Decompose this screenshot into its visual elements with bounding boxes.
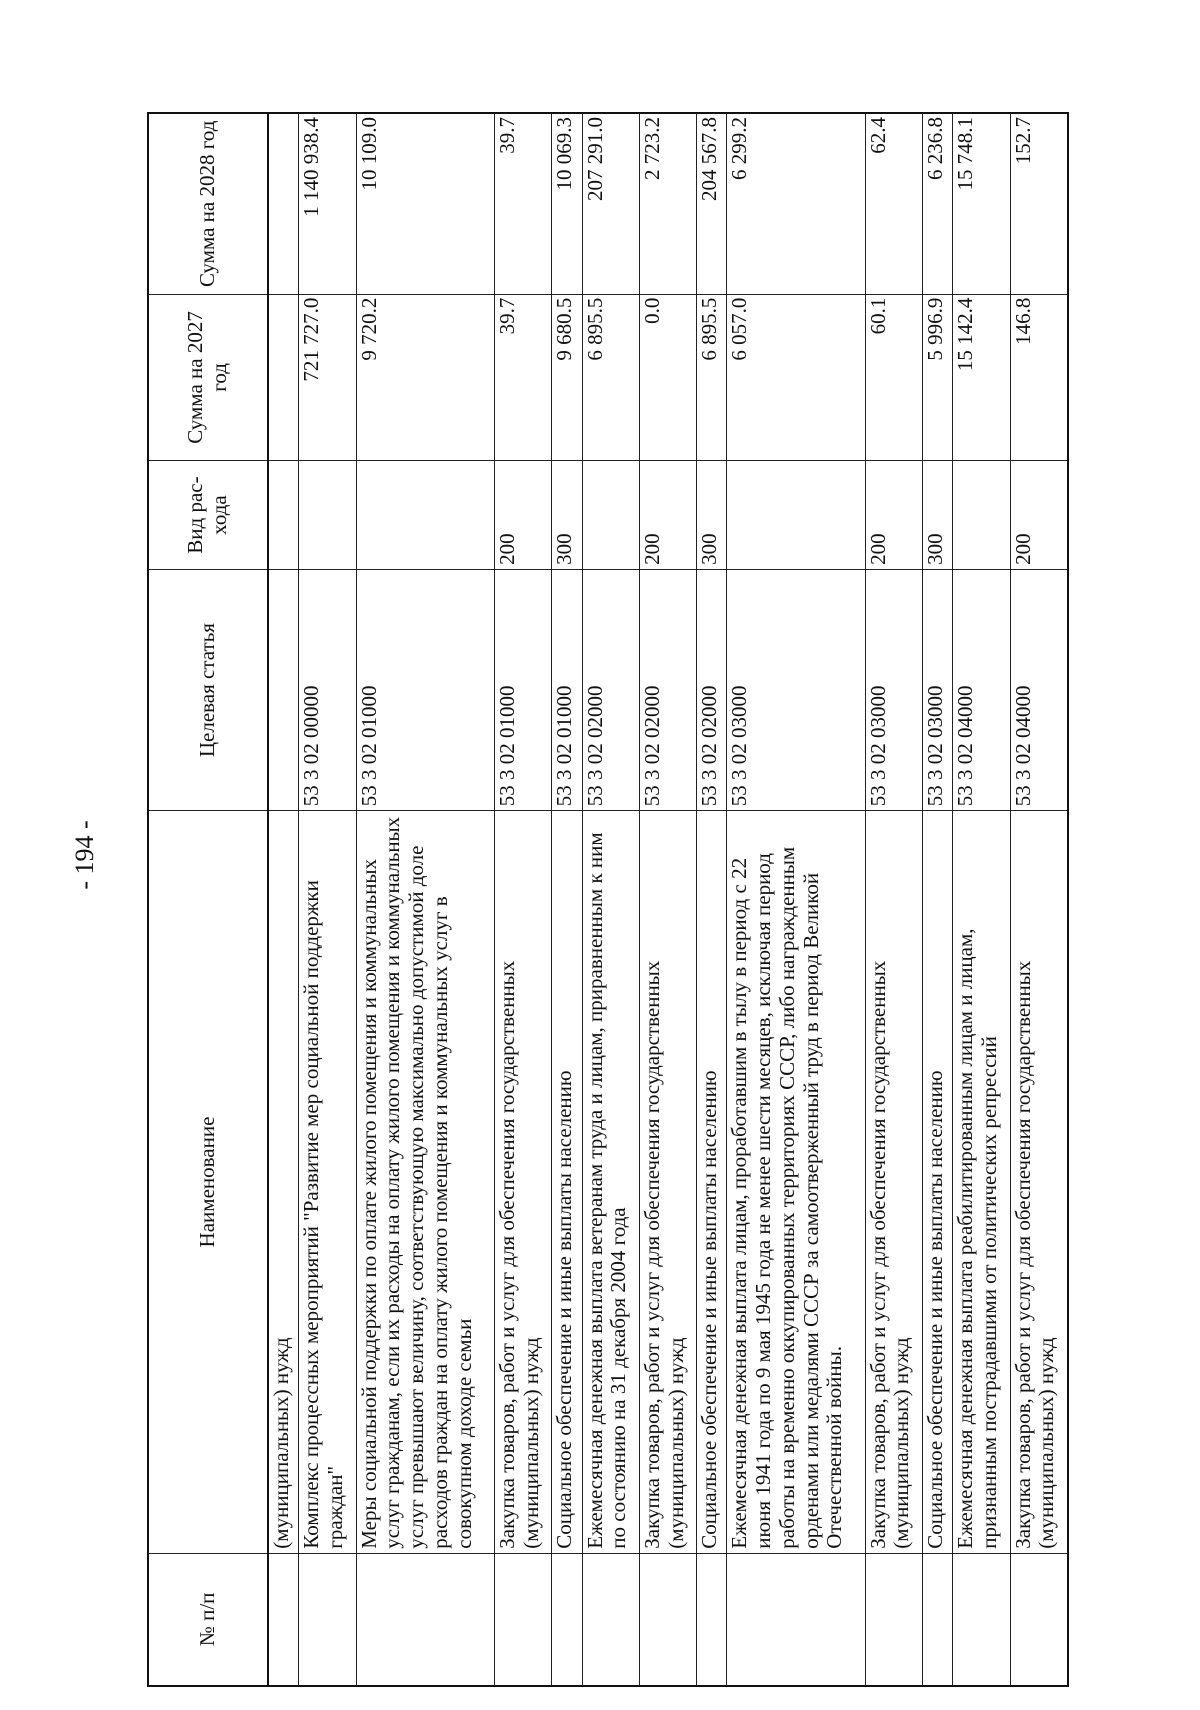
- row-sum-2028: 1 140 938.4: [299, 113, 356, 294]
- table-header-row: [148, 113, 268, 1686]
- row-num: [356, 1553, 494, 1686]
- row-target-code: 53 3 02 00000: [299, 569, 356, 810]
- header-num: № п/п: [148, 1553, 268, 1686]
- row-num: [865, 1553, 922, 1686]
- row-expense-type: 200: [865, 461, 922, 570]
- row-expense-type: [582, 461, 639, 570]
- row-sum-2028: 204 567.8: [697, 113, 727, 294]
- table-row: [494, 113, 551, 1686]
- table-row: [268, 113, 299, 1686]
- table-row: [1010, 113, 1068, 1686]
- row-sum-2028: 6 236.8: [922, 113, 952, 294]
- row-expense-type: [299, 461, 356, 570]
- row-sum-2027: 6 057.0: [727, 294, 865, 461]
- row-sum-2028: 207 291.0: [582, 113, 639, 294]
- row-target-code: 53 3 02 04000: [1010, 569, 1068, 810]
- row-target-code: 53 3 02 02000: [639, 569, 696, 810]
- row-num: [727, 1553, 865, 1686]
- row-sum-2027: 39.7: [494, 294, 551, 461]
- row-expense-type: 200: [639, 461, 696, 570]
- table-row: [953, 113, 1010, 1686]
- row-name: (муниципальных) нужд: [268, 811, 299, 1553]
- row-name: Меры социальной поддержки по оплате жилого помещения и коммунальных услуг гражданам, если их расходы на оплату жилого помещения и коммунальных услуг превышают величину, соответствующую максимально допустимой доле расходов граждан на оплату жилого помещения и коммунальных услуг в совокупном доходе семьи: [356, 811, 494, 1553]
- row-sum-2027: 15 142.4: [953, 294, 1010, 461]
- row-sum-2027: 9 720.2: [356, 294, 494, 461]
- rotated-page-content: [147, 112, 1069, 1687]
- row-target-code: 53 3 02 01000: [494, 569, 551, 810]
- table-row: [582, 113, 639, 1686]
- row-sum-2028: 10 109.0: [356, 113, 494, 294]
- row-sum-2027: 721 727.0: [299, 294, 356, 461]
- row-target-code: 53 3 02 03000: [922, 569, 952, 810]
- row-target-code: 53 3 02 03000: [727, 569, 865, 810]
- row-sum-2028: 39.7: [494, 113, 551, 294]
- row-name: Закупка товаров, работ и услуг для обеспечения государственных (муниципальных) нужд: [1010, 811, 1068, 1553]
- row-name: Закупка товаров, работ и услуг для обеспечения государственных (муниципальных) нужд: [494, 811, 551, 1553]
- row-sum-2027: 60.1: [865, 294, 922, 461]
- header-target: Целевая статья: [148, 569, 268, 810]
- header-sum-2027: Сумма на 2027 год: [148, 294, 268, 461]
- row-sum-2028: 6 299.2: [727, 113, 865, 294]
- row-sum-2028: [268, 113, 299, 294]
- row-sum-2028: 2 723.2: [639, 113, 696, 294]
- row-name: Ежемесячная денежная выплата ветеранам труда и лицам, приравненным к ним по состоянию на 31 декабря 2004 года: [582, 811, 639, 1553]
- row-sum-2027: 6 895.5: [582, 294, 639, 461]
- row-expense-type: 200: [494, 461, 551, 570]
- row-target-code: 53 3 02 04000: [953, 569, 1010, 810]
- table-row: [727, 113, 865, 1686]
- row-target-code: [268, 569, 299, 810]
- table-row: [552, 113, 582, 1686]
- row-name: Комплекс процессных мероприятий "Развитие мер социальной поддержки граждан": [299, 811, 356, 1553]
- row-sum-2027: 6 895.5: [697, 294, 727, 461]
- row-expense-type: [268, 461, 299, 570]
- row-target-code: 53 3 02 01000: [552, 569, 582, 810]
- row-sum-2027: [268, 294, 299, 461]
- row-target-code: 53 3 02 02000: [582, 569, 639, 810]
- row-name: Социальное обеспечение и иные выплаты населению: [922, 811, 952, 1553]
- table-row: [922, 113, 952, 1686]
- row-expense-type: [953, 461, 1010, 570]
- row-target-code: 53 3 02 01000: [356, 569, 494, 810]
- row-expense-type: [727, 461, 865, 570]
- table-row: [697, 113, 727, 1686]
- row-name: Социальное обеспечение и иные выплаты населению: [697, 811, 727, 1553]
- row-sum-2027: 9 680.5: [552, 294, 582, 461]
- row-sum-2028: 15 748.1: [953, 113, 1010, 294]
- table-row: [639, 113, 696, 1686]
- row-num: [552, 1553, 582, 1686]
- row-num: [1010, 1553, 1068, 1686]
- row-sum-2027: 146.8: [1010, 294, 1068, 461]
- row-num: [268, 1553, 299, 1686]
- row-num: [922, 1553, 952, 1686]
- row-name: Социальное обеспечение и иные выплаты населению: [552, 811, 582, 1553]
- row-expense-type: [356, 461, 494, 570]
- header-sum-2028: Сумма на 2028 год: [148, 113, 268, 294]
- row-expense-type: 200: [1010, 461, 1068, 570]
- row-num: [299, 1553, 356, 1686]
- row-num: [582, 1553, 639, 1686]
- row-sum-2027: 0.0: [639, 294, 696, 461]
- table-row: [356, 113, 494, 1686]
- header-vid: Вид рас- хода: [148, 461, 268, 570]
- budget-table: [147, 112, 1069, 1687]
- header-name: Наименование: [148, 811, 268, 1553]
- row-expense-type: 300: [697, 461, 727, 570]
- row-num: [697, 1553, 727, 1686]
- row-sum-2028: 10 069.3: [552, 113, 582, 294]
- row-sum-2027: 5 996.9: [922, 294, 952, 461]
- row-name: Ежемесячная денежная выплата лицам, проработавшим в тылу в период с 22 июня 1941 года по 9 мая 1945 года не менее шести месяцев, исключая период работы на временно оккупированных территориях СССР, либо награжденным орденами или медалями СССР за самоотверженный труд в период Великой Отечественной войны.: [727, 811, 865, 1553]
- row-target-code: 53 3 02 02000: [697, 569, 727, 810]
- row-name: Ежемесячная денежная выплата реабилитированным лицам и лицам, признанным пострадавшими от политических репрессий: [953, 811, 1010, 1553]
- row-num: [639, 1553, 696, 1686]
- row-name: Закупка товаров, работ и услуг для обеспечения государственных (муниципальных) нужд: [639, 811, 696, 1553]
- row-expense-type: 300: [552, 461, 582, 570]
- row-sum-2028: 152.7: [1010, 113, 1068, 294]
- page-number: - 194 -: [70, 820, 99, 890]
- table-row: [299, 113, 356, 1686]
- row-sum-2028: 62.4: [865, 113, 922, 294]
- row-name: Закупка товаров, работ и услуг для обеспечения государственных (муниципальных) нужд: [865, 811, 922, 1553]
- table-row: [865, 113, 922, 1686]
- row-expense-type: 300: [922, 461, 952, 570]
- row-num: [953, 1553, 1010, 1686]
- table-body: [268, 113, 1068, 1686]
- row-target-code: 53 3 02 03000: [865, 569, 922, 810]
- row-num: [494, 1553, 551, 1686]
